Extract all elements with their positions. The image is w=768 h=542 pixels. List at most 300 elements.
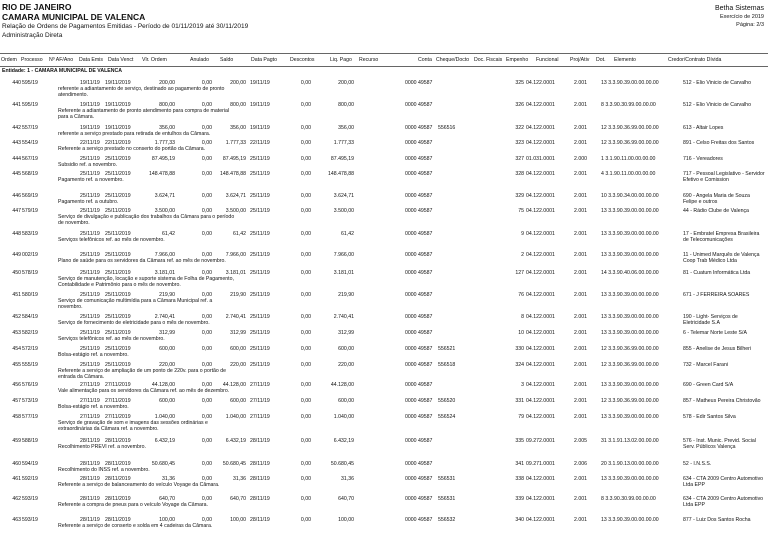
cell-elem: 13 3.3.90.39.00.00.00.00: [601, 476, 659, 482]
cell-vlr: 600,00: [159, 346, 175, 352]
cell-saldo: 219,90: [230, 292, 246, 298]
cell-cheque: 556524: [438, 414, 456, 420]
cell-emis: 19/11/19: [80, 125, 100, 131]
cell-venc: 25/11/2019: [105, 193, 131, 199]
cell-desc: 0,00: [300, 171, 311, 177]
cell-anul: 0,00: [201, 398, 212, 404]
cell-historico: Serviço de manutenção, locação e suporte sistema de Folha de Pagamento, Contabilidade e Patrimônio para o mês de novembro.: [58, 276, 234, 288]
cell-credor: 717 - Pessoal Legislativo - Servidor Efetivo e Comission: [683, 171, 765, 183]
administration-area: Administração Direta: [2, 32, 63, 39]
cell-conta: 0000 49587: [405, 231, 433, 237]
cell-vlr: 220,00: [159, 362, 175, 368]
cell-credor: 190 - Light- Serviços de Eletricidade S.A: [683, 314, 738, 326]
cell-cheque: 556518: [438, 362, 456, 368]
cell-credor: 52 - I.N.S.S.: [683, 461, 712, 467]
cell-desc: 0,00: [300, 438, 311, 444]
cell-func: 04.122.0001: [526, 102, 555, 108]
cell-emis: 25/11/19: [80, 171, 100, 177]
cell-venc: 25/11/2019: [105, 231, 131, 237]
cell-func: 04.122.0001: [526, 314, 555, 320]
cell-pagto: 28/11/19: [250, 517, 270, 523]
cell-emis: 25/11/19: [80, 346, 100, 352]
cell-historico: Recolhimento PREVI ref. a novembro.: [58, 444, 146, 450]
cell-emp: 10: [518, 330, 524, 336]
cell-pagto: 25/11/19: [250, 193, 270, 199]
cell-venc: 28/11/2019: [105, 461, 131, 467]
cell-emp: 341: [515, 461, 524, 467]
cell-desc: 0,00: [300, 208, 311, 214]
cell-desc: 0,00: [300, 314, 311, 320]
cell-desc: 0,00: [300, 231, 311, 237]
cell-anul: 0,00: [201, 314, 212, 320]
cell-credor: 855 - Anelise de Jesus Bilheri: [683, 346, 752, 352]
cell-conta: 0000 49587: [405, 125, 433, 131]
cell-anul: 0,00: [201, 193, 212, 199]
cell-func: 04.122.0001: [526, 330, 555, 336]
cell-venc: 28/11/2019: [105, 476, 131, 482]
cell-proj: 2.001: [574, 517, 587, 523]
cell-elem: 12 3.3.90.36.99.00.00.00: [601, 362, 659, 368]
cell-conta: 0000 49587: [405, 346, 433, 352]
column-header-13: Conta: [418, 57, 432, 63]
cell-pagto: 25/11/19: [250, 156, 270, 162]
cell-venc: 19/11/2019: [105, 125, 131, 131]
cell-emp: 326: [515, 102, 524, 108]
cell-emp: 3: [521, 382, 524, 388]
cell-conta: 0000 49587: [405, 102, 433, 108]
cell-desc: 0,00: [300, 461, 311, 467]
cell-historico: Referente a compra de pneus para o veículo Voyage da Câmara.: [58, 502, 208, 508]
cell-cheque: 556531: [438, 476, 456, 482]
column-header-1: Ordem: [1, 57, 17, 63]
cell-emis: 25/11/19: [80, 330, 100, 336]
cell-proj: 2.000: [574, 156, 587, 162]
cell-saldo: 7.966,00: [225, 252, 246, 258]
cell-elem: 12 3.3.90.36.99.00.00.00: [601, 398, 659, 404]
cell-emis: 25/11/19: [80, 292, 100, 298]
cell-desc: 0,00: [300, 382, 311, 388]
cell-proc: 593/19: [22, 496, 38, 502]
cell-venc: 27/11/2019: [105, 414, 131, 420]
cell-pagto: 25/11/19: [250, 171, 270, 177]
cell-liq: 100,00: [338, 517, 354, 523]
column-header-16: Empenho: [506, 57, 529, 63]
cell-historico: Bolsa-estágio ref. a novembro.: [58, 352, 129, 358]
cell-desc: 0,00: [300, 102, 311, 108]
cell-saldo: 6.432,19: [225, 438, 246, 444]
cell-ordem: 456: [12, 382, 21, 388]
cell-credor: 716 - Vereadores: [683, 156, 723, 162]
cell-ordem: 447: [12, 208, 21, 214]
cell-emis: 27/11/19: [80, 414, 100, 420]
cell-conta: 0000 49587: [405, 382, 433, 388]
cell-venc: 25/11/2019: [105, 156, 131, 162]
cell-venc: 25/11/2019: [105, 314, 131, 320]
cell-venc: 22/11/2019: [105, 140, 131, 146]
cell-saldo: 100,00: [230, 517, 246, 523]
cell-liq: 200,00: [338, 80, 354, 86]
cell-desc: 0,00: [300, 330, 311, 336]
cell-desc: 0,00: [300, 140, 311, 146]
cell-credor: 690 - Green Card S/A: [683, 382, 734, 388]
cell-func: 04.122.0001: [526, 398, 555, 404]
cell-saldo: 356,00: [230, 125, 246, 131]
cell-proj: 2.001: [574, 330, 587, 336]
cell-desc: 0,00: [300, 398, 311, 404]
organization-name: CAMARA MUNICIPAL DE VALENCA: [2, 12, 146, 22]
cell-proj: 2.001: [574, 80, 587, 86]
cell-proc: 592/19: [22, 476, 38, 482]
cell-func: 04.122.0001: [526, 496, 555, 502]
cell-proj: 2.001: [574, 398, 587, 404]
cell-vlr: 1.777,33: [154, 140, 175, 146]
cell-historico: Referente a serviço prestado no conserto do portão da Câmara.: [58, 146, 206, 152]
cell-pagto: 25/11/19: [250, 362, 270, 368]
cell-credor: 578 - Edir Santos Silva: [683, 414, 736, 420]
cell-conta: 0000 49587: [405, 330, 433, 336]
cell-emis: 22/11/19: [80, 140, 100, 146]
cell-historico: Recolhimento do INSS ref. a novembro.: [58, 467, 150, 473]
cell-proj: 2.001: [574, 414, 587, 420]
cell-vlr: 7.966,00: [154, 252, 175, 258]
cell-emis: 28/11/19: [80, 476, 100, 482]
cell-credor: 44 - Rádio Clube de Valença: [683, 208, 749, 214]
cell-saldo: 1.040,00: [225, 414, 246, 420]
cell-liq: 800,00: [338, 102, 354, 108]
cell-proj: 2.001: [574, 231, 587, 237]
page-number: Página: 2/3: [736, 22, 764, 28]
cell-historico: Referente a serviço de ampliação de um ponto de 220v. para o portão de entrada da Câmara.: [58, 368, 227, 380]
cell-venc: 25/11/2019: [105, 270, 131, 276]
cell-ordem: 457: [12, 398, 21, 404]
cell-proc: 567/19: [22, 156, 38, 162]
cell-emis: 28/11/19: [80, 461, 100, 467]
cell-desc: 0,00: [300, 292, 311, 298]
cell-emis: 25/11/19: [80, 252, 100, 258]
cell-credor: 671 - J FERREIRA SOARES: [683, 292, 750, 298]
cell-ordem: 445: [12, 171, 21, 177]
cell-conta: 0000 49587: [405, 80, 433, 86]
cell-conta: 0000 49587: [405, 292, 433, 298]
cell-emp: 335: [515, 438, 524, 444]
cell-func: 04.122.0001: [526, 517, 555, 523]
report-title: Relação de Ordens de Pagamentos Emitidas - Período de 01/11/2019 até 30/11/2019: [2, 23, 249, 30]
column-header-12: Recurso: [359, 57, 379, 63]
cell-desc: 0,00: [300, 496, 311, 502]
cell-liq: 600,00: [338, 398, 354, 404]
state-name: RIO DE JANEIRO: [2, 2, 72, 12]
cell-saldo: 148.478,88: [220, 171, 246, 177]
cell-credor: 732 - Marcel Farani: [683, 362, 728, 368]
cell-proc: 579/19: [22, 208, 38, 214]
cell-credor: 11 - Unimed Marquês de Valença Coop Trab Médico Ltda: [683, 252, 760, 264]
cell-ordem: 461: [12, 476, 21, 482]
cell-pagto: 27/11/19: [250, 414, 270, 420]
cell-pagto: 25/11/19: [250, 208, 270, 214]
cell-vlr: 87.495,19: [151, 156, 175, 162]
cell-ordem: 443: [12, 140, 21, 146]
cell-anul: 0,00: [201, 330, 212, 336]
cell-venc: 28/11/2019: [105, 496, 131, 502]
cell-func: 04.122.0001: [526, 231, 555, 237]
cell-pagto: 25/11/19: [250, 314, 270, 320]
cell-anul: 0,00: [201, 208, 212, 214]
column-header-3: Nº AF/Ano: [49, 57, 74, 63]
report-header: [2, 2, 248, 40]
cell-func: 04.122.0001: [526, 140, 555, 146]
cell-vlr: 3.181,01: [154, 270, 175, 276]
cell-ordem: 454: [12, 346, 21, 352]
cell-proj: 2.005: [574, 438, 587, 444]
cell-conta: 0000 49587: [405, 461, 433, 467]
cell-ordem: 452: [12, 314, 21, 320]
cell-proj: 2.001: [574, 252, 587, 258]
cell-vlr: 640,70: [159, 496, 175, 502]
cell-emis: 28/11/19: [80, 496, 100, 502]
cell-venc: 19/11/2019: [105, 102, 131, 108]
cell-liq: 3.500,00: [333, 208, 354, 214]
cell-func: 09.272.0001: [526, 438, 555, 444]
cell-anul: 0,00: [201, 362, 212, 368]
cell-proc: 580/19: [22, 292, 38, 298]
cell-elem: 13 3.3.90.39.00.00.00.00: [601, 231, 659, 237]
column-header-18: Proj/Ativ: [570, 57, 590, 63]
cell-emp: 328: [515, 171, 524, 177]
cell-elem: 20 3.1.90.13.00.00.00.00: [601, 461, 659, 467]
cell-conta: 0000 49587: [405, 476, 433, 482]
cell-ordem: 449: [12, 252, 21, 258]
cell-proj: 2.001: [574, 140, 587, 146]
cell-desc: 0,00: [300, 476, 311, 482]
cell-saldo: 3.624,71: [225, 193, 246, 199]
cell-func: 09.271.0001: [526, 461, 555, 467]
cell-vlr: 148.478,88: [149, 171, 175, 177]
cell-anul: 0,00: [201, 414, 212, 420]
cell-pagto: 25/11/19: [250, 292, 270, 298]
column-header-15: Doc. Fiscais: [474, 57, 503, 63]
cell-proj: 2.001: [574, 193, 587, 199]
cell-func: 04.122.0001: [526, 414, 555, 420]
cell-pagto: 28/11/19: [250, 476, 270, 482]
cell-liq: 148.478,88: [328, 171, 354, 177]
cell-func: 04.122.0001: [526, 270, 555, 276]
cell-conta: 0000 49587: [405, 314, 433, 320]
cell-emp: 75: [518, 208, 524, 214]
cell-elem: 12 3.3.90.36.99.00.00.00: [601, 140, 659, 146]
cell-historico: referente a adiantamento de serviço, destinado ao pagamento de pronto atendimento.: [58, 86, 225, 98]
system-name: Betha Sistemas: [714, 5, 764, 12]
cell-func: 01.031.0001: [526, 156, 555, 162]
cell-conta: 0000 49587: [405, 270, 433, 276]
cell-cheque: 556521: [438, 346, 456, 352]
cell-elem: 13 3.3.90.39.00.00.00.00: [601, 292, 659, 298]
column-header-7: Anulado: [190, 57, 210, 63]
cell-ordem: 442: [12, 125, 21, 131]
cell-saldo: 200,00: [230, 80, 246, 86]
cell-func: 04.122.0001: [526, 193, 555, 199]
cell-proc: 595/19: [22, 102, 38, 108]
cell-vlr: 200,00: [159, 80, 175, 86]
cell-emis: 25/11/19: [80, 362, 100, 368]
cell-desc: 0,00: [300, 270, 311, 276]
cell-desc: 0,00: [300, 156, 311, 162]
cell-credor: 6 - Telemar Norte Leste S/A: [683, 330, 747, 336]
cell-anul: 0,00: [201, 517, 212, 523]
cell-emis: 25/11/19: [80, 208, 100, 214]
cell-elem: 31 3.1.91.13.02.00.00.00: [601, 438, 659, 444]
cell-vlr: 2.740,41: [154, 314, 175, 320]
cell-liq: 600,00: [338, 346, 354, 352]
cell-vlr: 3.624,71: [154, 193, 175, 199]
cell-func: 04.122.0001: [526, 208, 555, 214]
cell-venc: 25/11/2019: [105, 330, 131, 336]
cell-vlr: 100,00: [159, 517, 175, 523]
cell-vlr: 44.128,00: [151, 382, 175, 388]
cell-credor: 613 - Altair Lopes: [683, 125, 724, 131]
cell-emp: 9: [521, 231, 524, 237]
cell-proj: 2.001: [574, 476, 587, 482]
cell-emis: 25/11/19: [80, 193, 100, 199]
column-header-4: Data Emis: [79, 57, 103, 63]
cell-func: 04.122.0001: [526, 362, 555, 368]
entity-label: Entidade: 1 - CAMARA MUNICIPAL DE VALENCA: [2, 68, 122, 74]
column-header-10: Descontos: [290, 57, 315, 63]
column-header-5: Data Venct: [108, 57, 134, 63]
cell-proj: 2.001: [574, 171, 587, 177]
column-header-20: Elemento: [614, 57, 636, 63]
cell-credor: 690 - Angela Maria de Souza Felipe e outros: [683, 193, 750, 205]
cell-proc: 572/19: [22, 346, 38, 352]
column-header-8: Saldo: [220, 57, 234, 63]
cell-proc: 593/19: [22, 517, 38, 523]
cell-pagto: 25/11/19: [250, 346, 270, 352]
cell-credor: 634 - CTA 2009 Centro Automotivo Ltda EPP: [683, 476, 764, 488]
cell-pagto: 25/11/19: [250, 231, 270, 237]
cell-saldo: 50.680,45: [222, 461, 246, 467]
cell-ordem: 455: [12, 362, 21, 368]
cell-credor: 891 - Celso Freitas dos Santos: [683, 140, 755, 146]
cell-saldo: 3.181,01: [225, 270, 246, 276]
cell-conta: 0000 49587: [405, 156, 433, 162]
cell-proj: 2.001: [574, 496, 587, 502]
cell-elem: 4 3.1.90.11.00.00.00.00: [601, 171, 656, 177]
cell-elem: 14 3.3.90.40.06.00.00.00: [601, 270, 659, 276]
cell-desc: 0,00: [300, 517, 311, 523]
cell-emp: 325: [515, 80, 524, 86]
cell-conta: 0000 49587: [405, 140, 433, 146]
cell-anul: 0,00: [201, 496, 212, 502]
cell-cheque: 556532: [438, 517, 456, 523]
cell-liq: 356,00: [338, 125, 354, 131]
cell-saldo: 312,99: [230, 330, 246, 336]
cell-liq: 219,90: [338, 292, 354, 298]
cell-credor: 512 - Elio Vinicio de Carvalho: [683, 102, 751, 108]
cell-conta: 0000 49587: [405, 414, 433, 420]
cell-ordem: 451: [12, 292, 21, 298]
cell-anul: 0,00: [201, 292, 212, 298]
cell-liq: 31,36: [341, 476, 354, 482]
cell-liq: 61,42: [341, 231, 354, 237]
cell-func: 04.122.0001: [526, 292, 555, 298]
cell-elem: 8 3.3.90.30.99.00.00.00: [601, 496, 656, 502]
cell-historico: Serviço de gravação de som e imagens das sessões ordinárias e extraordinárias da Câmara ref. a novembro.: [58, 420, 208, 432]
cell-proc: 554/19: [22, 140, 38, 146]
cell-credor: 857 - Matheus Pereira Christovão: [683, 398, 761, 404]
cell-venc: 27/11/2019: [105, 382, 131, 388]
cell-emp: 327: [515, 156, 524, 162]
cell-proj: 2.001: [574, 292, 587, 298]
cell-proc: 578/19: [22, 270, 38, 276]
cell-elem: 13 3.3.90.39.00.00.00.00: [601, 414, 659, 420]
cell-historico: Serviço de divulgação e publicação dos trabalhos da Câmara para o período de novembro.: [58, 214, 235, 226]
cell-emis: 27/11/19: [80, 398, 100, 404]
cell-emp: 329: [515, 193, 524, 199]
cell-ordem: 440: [12, 80, 21, 86]
cell-desc: 0,00: [300, 125, 311, 131]
cell-anul: 0,00: [201, 461, 212, 467]
cell-vlr: 61,42: [162, 231, 175, 237]
cell-emp: 322: [515, 125, 524, 131]
cell-emp: 79: [518, 414, 524, 420]
cell-liq: 7.966,00: [333, 252, 354, 258]
cell-emp: 8: [521, 314, 524, 320]
cell-emis: 25/11/19: [80, 314, 100, 320]
cell-proj: 2.001: [574, 362, 587, 368]
cell-credor: 576 - Inst. Munic. Previd. Social Serv. Públicos Valença: [683, 438, 756, 450]
column-header-row: [0, 53, 768, 67]
cell-saldo: 31,36: [233, 476, 246, 482]
cell-saldo: 87.495,19: [222, 156, 246, 162]
cell-saldo: 44.128,00: [222, 382, 246, 388]
cell-liq: 2.740,41: [333, 314, 354, 320]
cell-func: 04.122.0001: [526, 382, 555, 388]
cell-liq: 3.624,71: [333, 193, 354, 199]
cell-emis: 25/11/19: [80, 231, 100, 237]
cell-ordem: 458: [12, 414, 21, 420]
cell-ordem: 441: [12, 102, 21, 108]
cell-emis: 28/11/19: [80, 517, 100, 523]
cell-pagto: 27/11/19: [250, 382, 270, 388]
cell-emp: 331: [515, 398, 524, 404]
cell-elem: 10 3.3.90.34.00.00.00.00: [601, 193, 659, 199]
cell-emp: 330: [515, 346, 524, 352]
cell-desc: 0,00: [300, 193, 311, 199]
cell-conta: 0000 49587: [405, 438, 433, 444]
cell-credor: 17 - Embratel Empresa Brasileira de Telecomunicações: [683, 231, 760, 243]
cell-anul: 0,00: [201, 171, 212, 177]
cell-emp: 338: [515, 476, 524, 482]
cell-pagto: 25/11/19: [250, 270, 270, 276]
cell-historico: Pagamento ref. a novembro.: [58, 177, 124, 183]
cell-credor: 877 - Luiz Dos Santos Rocha: [683, 517, 751, 523]
cell-desc: 0,00: [300, 414, 311, 420]
cell-saldo: 600,00: [230, 346, 246, 352]
cell-liq: 640,70: [338, 496, 354, 502]
cell-ordem: 460: [12, 461, 21, 467]
cell-pagto: 19/11/19: [250, 125, 270, 131]
cell-proc: 594/19: [22, 461, 38, 467]
cell-saldo: 640,70: [230, 496, 246, 502]
cell-vlr: 1.040,00: [154, 414, 175, 420]
cell-pagto: 27/11/19: [250, 398, 270, 404]
cell-emp: 76: [518, 292, 524, 298]
cell-pagto: 28/11/19: [250, 461, 270, 467]
cell-proc: 573/19: [22, 398, 38, 404]
cell-ordem: 444: [12, 156, 21, 162]
cell-vlr: 31,36: [162, 476, 175, 482]
cell-saldo: 600,00: [230, 398, 246, 404]
cell-emis: 27/11/19: [80, 382, 100, 388]
